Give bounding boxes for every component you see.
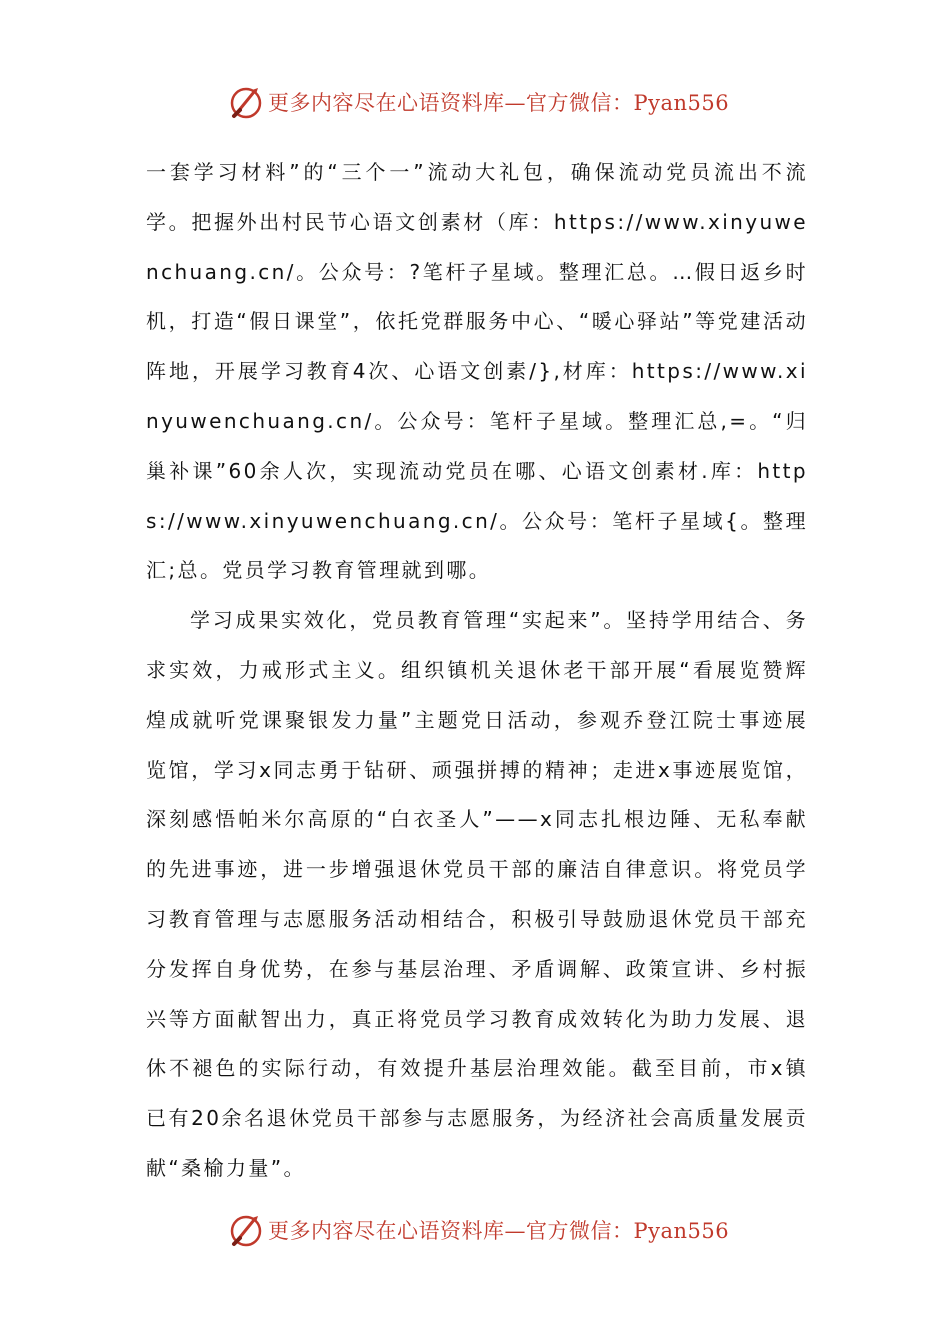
footer-banner bbox=[228, 1210, 748, 1250]
paragraph-2: 学习成果实效化，党员教育管理“实起来”。坚持学用结合、务求实效，力戒形式主义。组织镇机关退休老干部开展“看展览赞辉煌成就听党课聚银发力量”主题党日活动，参观乔登江院士事迹展览馆，学习x同志勇于钻研、顽强拼搏的精神；走进x事迹展览馆，深刻感悟帕米尔高原的“白衣圣人”——x同志扎根边陲、无私奉献的先进事迹，进一步增强退休党员干部的廉洁自律意识。将党员学习教育管理与志愿服务活动相结合，积极引导鼓励退休党员干部充分发挥自身优势，在参与基层治理、矛盾调解、政策宣讲、乡村振兴等方面献智出力，真正将党员学习教育成效转化为助力发展、退休不褪色的实际行动，有效提升基层治理效能。截至目前，市x镇已有20余名退休党员干部参与志愿服务，为经济社会高质量发展贡献“桑榆力量”。 bbox=[146, 608, 808, 1180]
paragraph-1: 一套学习材料”的“三个一”流动大礼包，确保流动党员流出不流学。把握外出村民节心语文创素材（库：https://www.xinyuwenchuang.cn/。公众号：?笔杆子星域。整理汇总。…假日返乡时机，打造“假日课堂”，依托党群服务中心、“暖心驿站”等党建活动阵地，开展学习教育4次、心语文创素/},材库：https://www.xinyuwenchuang.cn/。公众号：笔杆子星域。整理汇总,=。“归巢补课”60余人次，实现流动党员在哪、心语文创素材.库：https://www.xinyuwenchuang.cn/。公众号：笔杆子星域{。整理汇;总。党员学习教育管理就到哪。 bbox=[146, 160, 808, 583]
footer-separator: — bbox=[504, 1219, 526, 1243]
footer-slogan: 更多内容尽在心语资料库 bbox=[268, 1219, 505, 1243]
header-banner bbox=[228, 82, 748, 122]
brush-seal-logo-icon bbox=[228, 84, 264, 120]
header-slogan: 更多内容尽在心语资料库 bbox=[268, 91, 505, 115]
header-banner-text bbox=[268, 87, 729, 117]
document-body bbox=[146, 148, 808, 1194]
footer-banner-text bbox=[268, 1215, 729, 1245]
footer-wechat-id: Pyan556 bbox=[633, 1219, 730, 1243]
footer-wechat-label: 官方微信： bbox=[526, 1219, 634, 1243]
header-wechat-label: 官方微信： bbox=[526, 91, 634, 115]
header-separator: — bbox=[504, 91, 526, 115]
brush-seal-logo-icon bbox=[228, 1212, 264, 1248]
header-wechat-id: Pyan556 bbox=[633, 91, 730, 115]
